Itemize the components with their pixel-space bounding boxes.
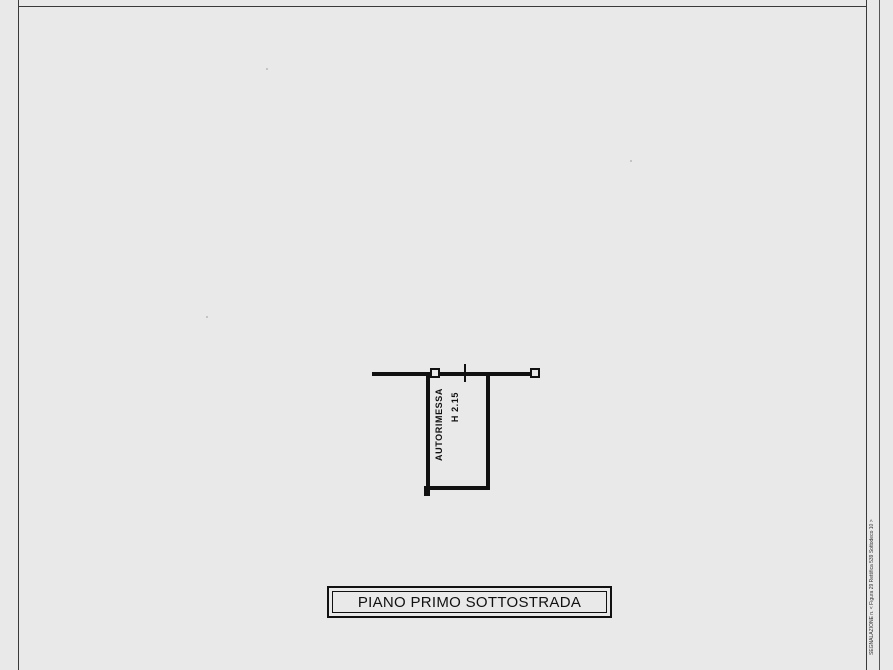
scan-speck [206, 316, 208, 318]
title-box-inner-frame [332, 591, 607, 613]
room-name-label: AUTORIMESSA [434, 388, 444, 461]
scan-speck [266, 68, 268, 70]
margin-microprint-text: SEGNALAZIONE n. < Figura 29 Rettifica 539 Sottodeco 10 > [869, 519, 875, 655]
margin-microprint [869, 455, 883, 655]
exterior-wall-top-right [488, 372, 534, 376]
pillar-right-icon [530, 368, 540, 378]
room-height-label: H 2.15 [450, 392, 460, 423]
page-left-margin-rule [18, 0, 19, 670]
page-top-margin-rule [18, 6, 867, 7]
page-right-margin-rule [866, 0, 867, 670]
pillar-left-icon [430, 368, 440, 378]
wall-step-mark [424, 486, 430, 496]
wall-opening-tick [464, 364, 466, 382]
floor-title-label: PIANO PRIMO SOTTOSTRADA [357, 593, 582, 611]
floor-plan-drawing [360, 360, 560, 505]
scan-speck [630, 160, 632, 162]
title-box [327, 586, 612, 618]
